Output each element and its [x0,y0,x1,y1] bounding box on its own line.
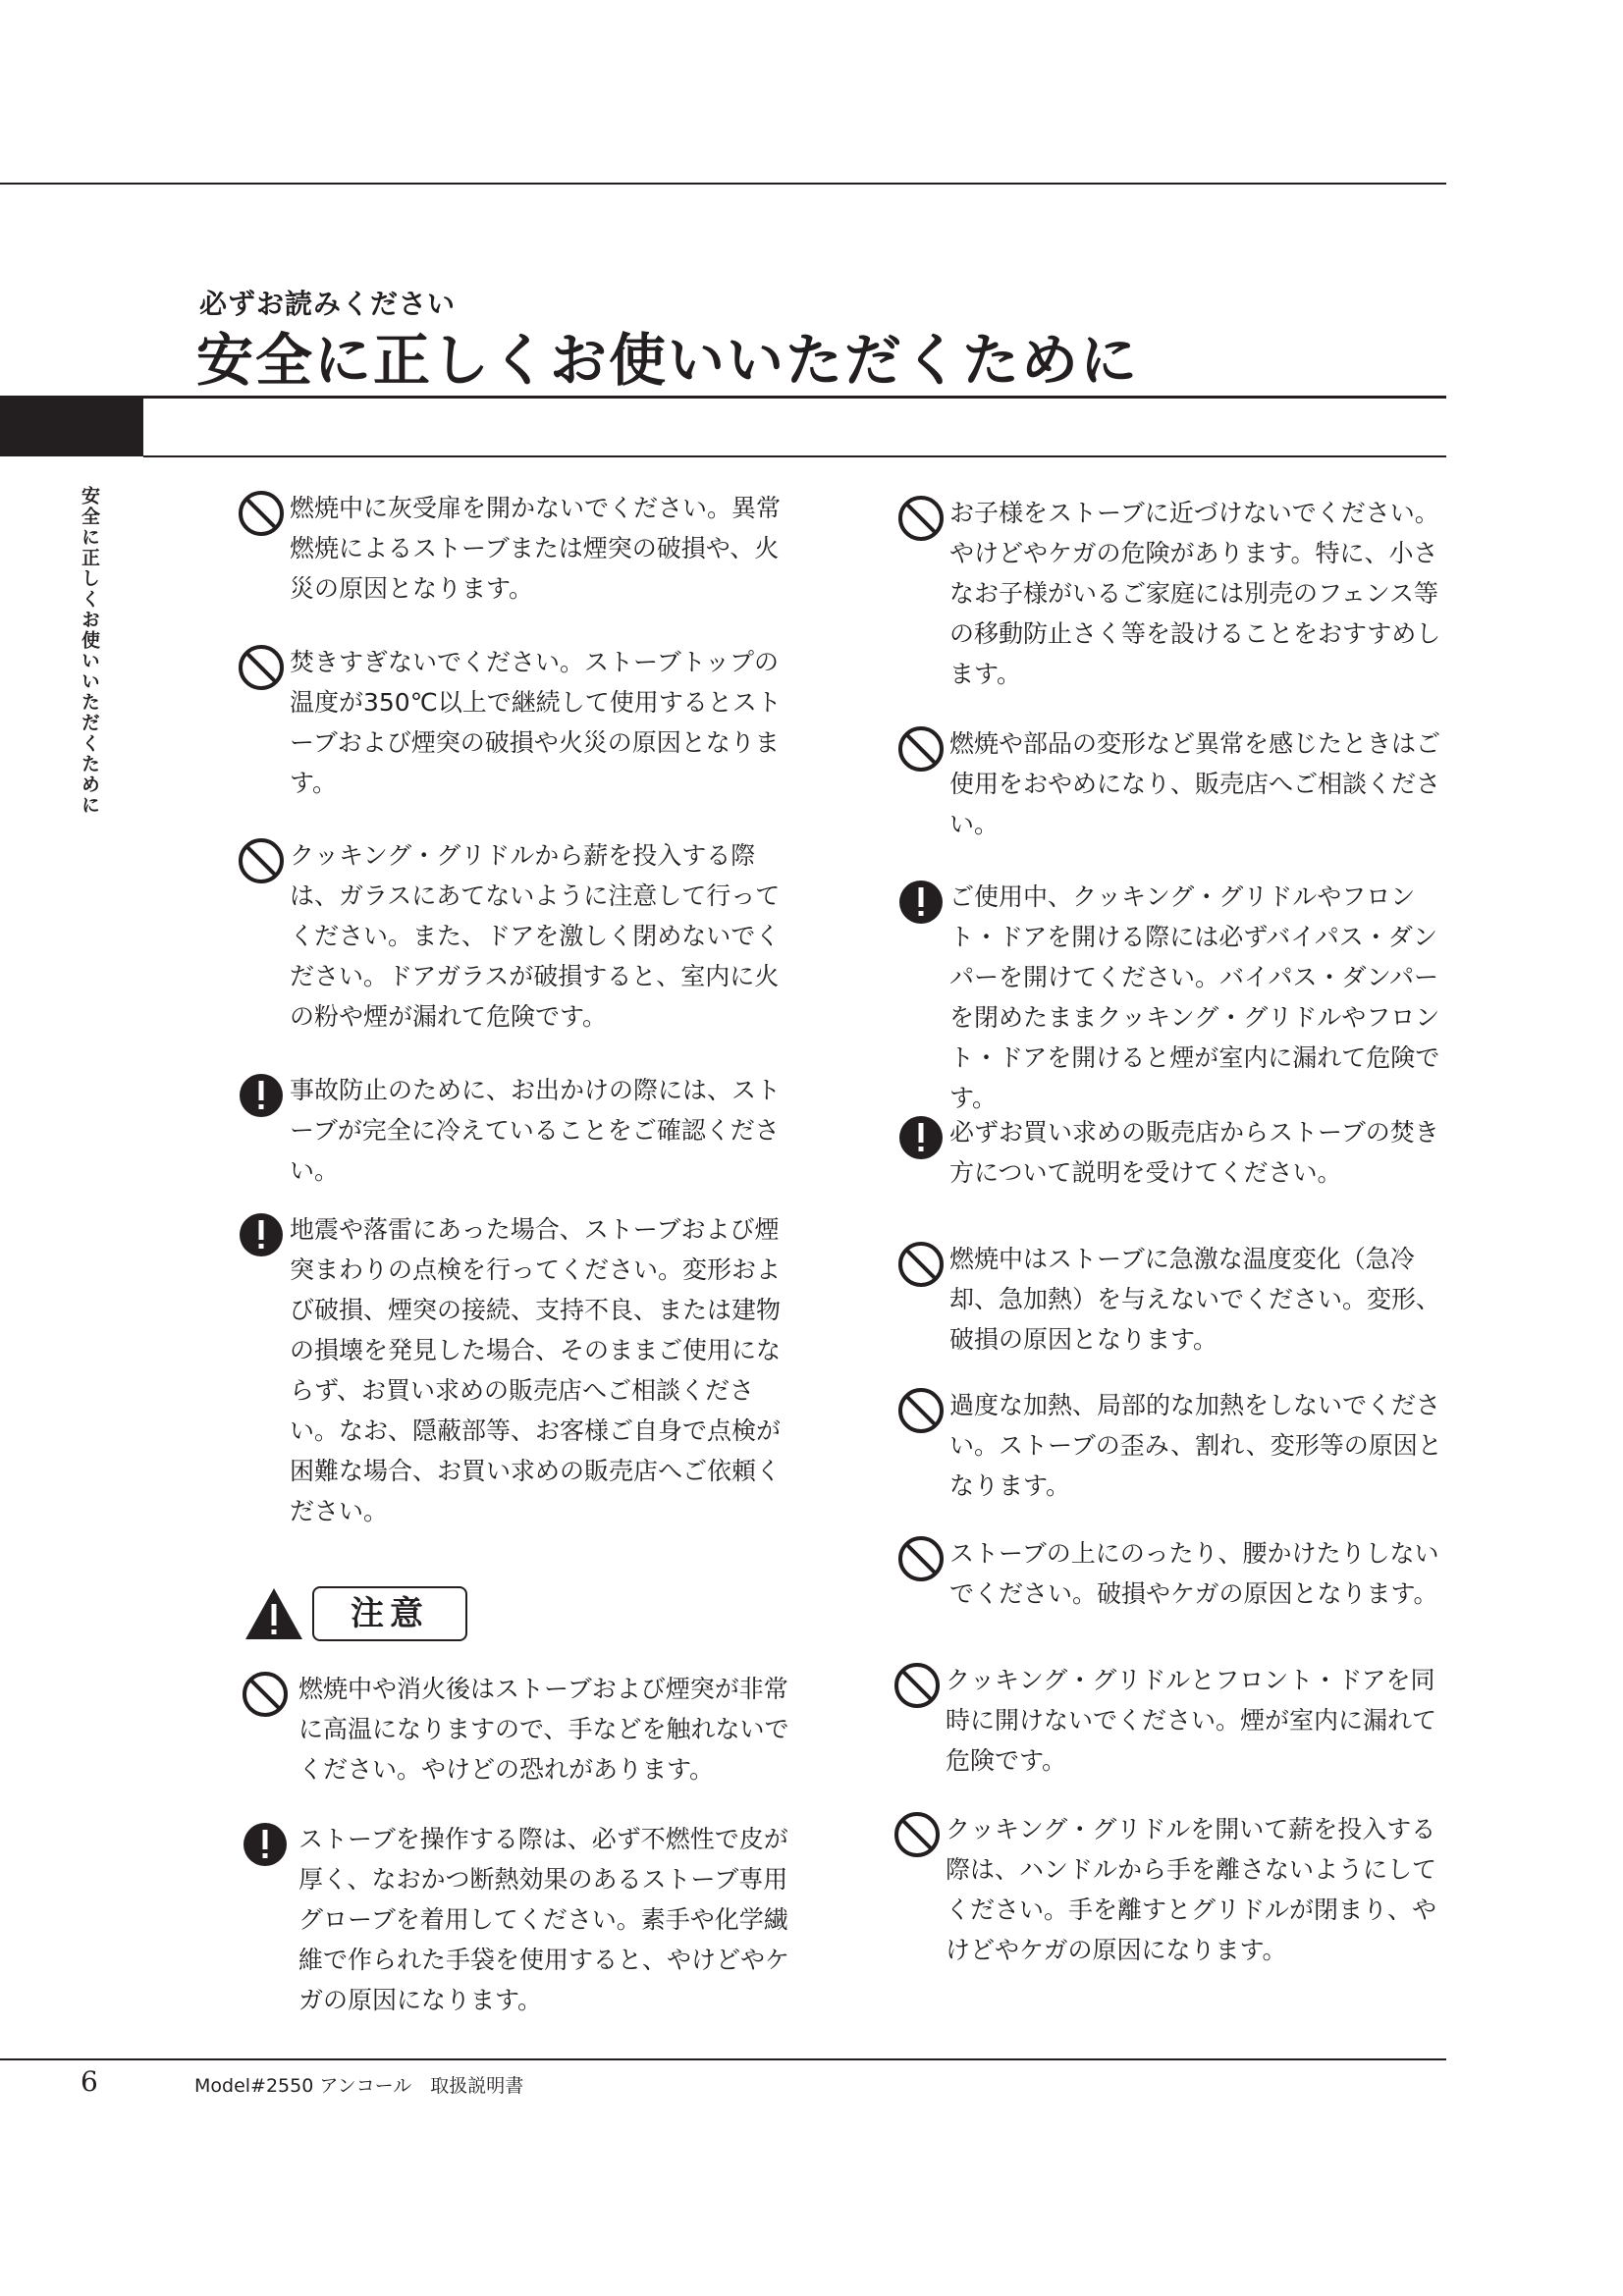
footer-model-text: Model#2550 アンコール 取扱説明書 [194,2075,524,2097]
warning-triangle-icon [243,1586,304,1641]
warning-text: ご使用中、クッキング・グリドルやフロント・ドアを開ける際には必ずバイパス・ダンパーを開けてください。バイパス・ダンパーを閉めたままクッキング・グリドルやフロント・ドアを開けると煙が室内に漏れて危険です。 [949,882,1440,1112]
warning-text: ストーブの上にのったり、腰かけたりしないでください。破損やケガの原因となります。 [949,1539,1439,1608]
prohibition-icon [895,1533,947,1584]
title-underline [143,396,1446,399]
prohibition-icon [895,723,947,774]
prohibition-icon [895,1385,947,1436]
prohibition-icon [236,488,287,539]
footer-rule [0,2058,1446,2060]
warning-text: クッキング・グリドルから薪を投入する際は、ガラスにあてないように注意して行ってください。また、ドアを激しく閉めないでください。ドアガラスが破損すると、室内に火の粉や煙が漏れて危険です。 [290,841,781,1031]
warning-text: クッキング・グリドルとフロント・ドアを同時に開けないでください。煙が室内に漏れて危険です。 [946,1666,1437,1775]
warning-text: 燃焼中に灰受扉を開かないでください。異常燃焼によるストーブまたは煙突の破損や、火災の原因となります。 [290,494,782,603]
prohibition-icon [892,1809,943,1860]
prohibition-icon [236,835,287,886]
exclamation-icon [240,1819,291,1870]
prohibition-icon [892,1660,943,1711]
warning-text: クッキング・グリドルを開いて薪を投入する際は、ハンドルから手を離さないようにしてください。手を離すとグリドルが閉まり、やけどやケガの原因になります。 [946,1815,1437,1964]
prohibition-icon [895,1239,947,1290]
page-subtitle: 必ずお読みください [199,288,457,320]
caution-text: ストーブを操作する際は、必ず不燃性で皮が厚く、なおかつ断熱効果のあるストーブ専用グローブを着用してください。素手や化学繊維で作られた手袋を使用すると、やけどやケガの原因になります。 [298,1825,790,2014]
exclamation-icon [895,877,947,928]
prohibition-icon [236,642,287,693]
page-title: 安全に正しくお使いいただくために [196,327,1140,394]
prohibition-icon [895,493,947,544]
top-rule [0,183,1446,185]
warning-text: 必ずお買い求めの販売店からストーブの焚き方について説明を受けてください。 [949,1118,1439,1187]
warning-text: 地震や落雷にあった場合、ストーブおよび煙突まわりの点検を行ってください。変形および破損、煙突の接続、支持不良、または建物の損壊を発見した場合、そのままご使用にならず、お買い求めの販売店へご相談ください。なお、隠蔽部等、お客様ご自身で点検が困難な場合、お買い求めの販売店へご依頼ください。 [290,1215,782,1525]
page-number: 6 [81,2065,98,2098]
section-rule [143,455,1446,457]
prohibition-icon [240,1669,291,1720]
warning-text: 事故防止のために、お出かけの際には、ストーブが完全に冷えていることをご確認ください。 [290,1076,782,1185]
caution-text: 燃焼中や消火後はストーブおよび煙突が非常に高温になりますので、手などを触れないでください。やけどの恐れがあります。 [298,1675,789,1784]
warning-text: 燃焼中はストーブに急激な温度変化（急冷却、急加熱）を与えないでください。変形、破損の原因となります。 [949,1245,1441,1354]
warning-text: お子様をストーブに近づけないでください。やけどやケガの危険があります。特に、小さなお子様がいるご家庭には別売のフェンス等の移動防止さく等を設けることをおすすめします。 [949,499,1441,688]
black-tab [0,396,143,456]
warning-text: 過度な加熱、局部的な加熱をしないでください。ストーブの歪み、割れ、変形等の原因となります。 [949,1391,1442,1500]
exclamation-icon [236,1209,287,1260]
warning-text: 焚きすぎないでください。ストーブトップの温度が350℃以上で継続して使用するとストーブおよび煙突の破損や火災の原因となります。 [290,648,782,797]
caution-label: 注意 [312,1586,467,1641]
warning-text: 燃焼や部品の変形など異常を感じたときはご使用をおやめになり、販売店へご相談ください。 [949,729,1441,838]
exclamation-icon [236,1070,287,1121]
exclamation-icon [895,1112,947,1163]
sidebar-section-label: 安全に正しくお使いいただくために [79,486,100,816]
